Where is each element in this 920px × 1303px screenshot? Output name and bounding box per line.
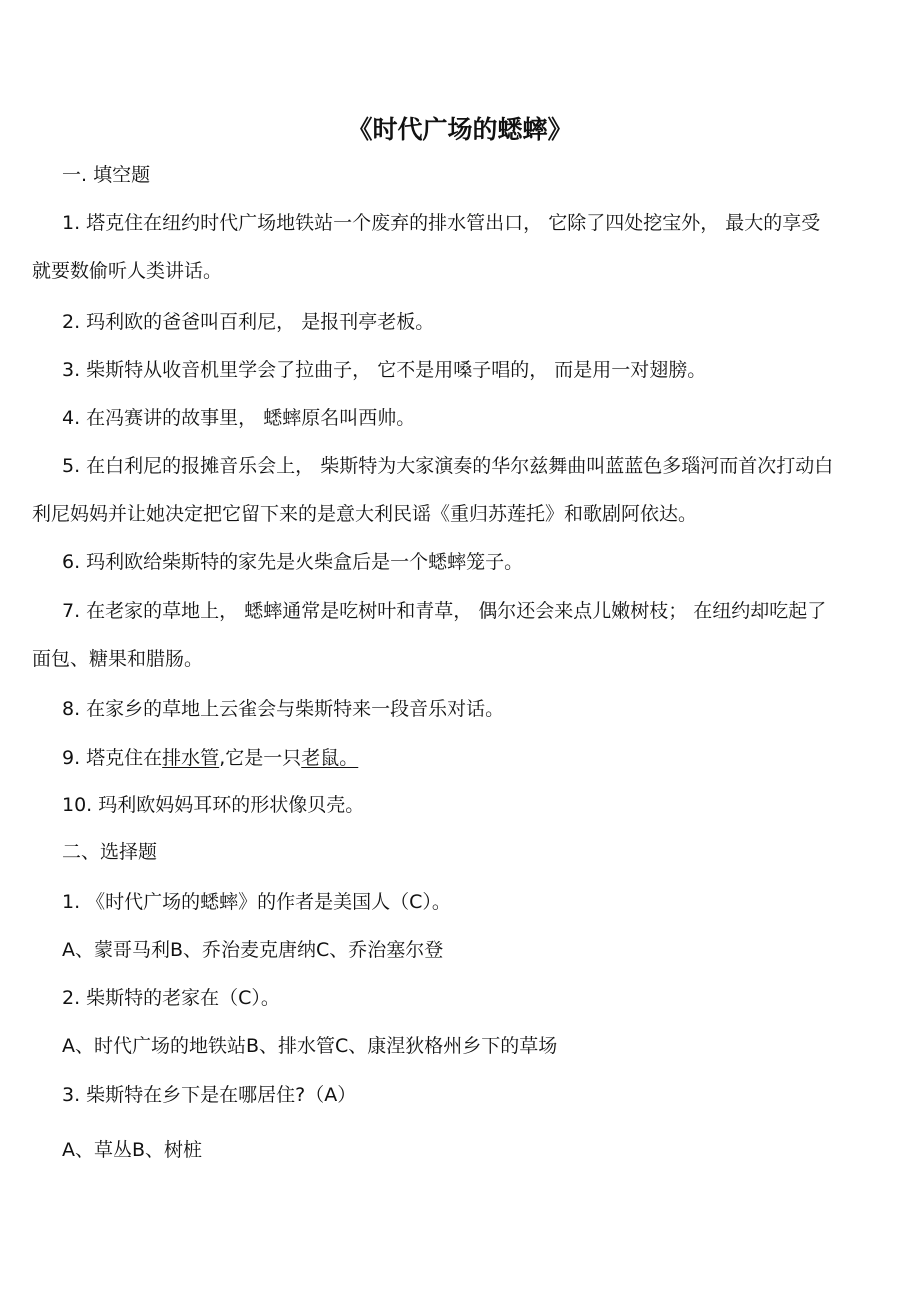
question-6: 6. 玛利欧给柴斯特的家先是火柴盒后是一个蟋蟀笼子。	[62, 551, 524, 573]
question-9-answer-2: 老鼠。	[301, 747, 359, 769]
section-heading-choice: 二、选择题	[62, 841, 158, 863]
question-5-line-1: 5. 在白利尼的报摊音乐会上， 柴斯特为大家演奏的华尔兹舞曲叫蓝蓝色多瑙河而首次打动白	[62, 455, 834, 477]
choice-2-question: 2. 柴斯特的老家在（C）。	[62, 987, 280, 1009]
choice-3-options: A、草丛B、树桩	[62, 1139, 203, 1161]
question-5-line-2: 利尼妈妈并让她决定把它留下来的是意大利民谣《重归苏莲托》和歌剧阿依达。	[32, 503, 698, 525]
question-4: 4. 在冯赛讲的故事里， 蟋蟀原名叫西帅。	[62, 407, 416, 429]
question-9-answer-1: 排水管	[162, 747, 220, 769]
question-7-line-1: 7. 在老家的草地上， 蟋蟀通常是吃树叶和青草， 偶尔还会来点儿嫩树枝； 在纽约却吃起了	[62, 600, 827, 622]
choice-1-question: 1. 《时代广场的蟋蟀》的作者是美国人（C）。	[62, 891, 451, 913]
question-8: 8. 在家乡的草地上云雀会与柴斯特来一段音乐对话。	[62, 698, 505, 720]
question-9	[62, 744, 358, 772]
question-10: 10. 玛利欧妈妈耳环的形状像贝壳。	[62, 794, 365, 816]
question-1-line-2: 就要数偷听人类讲话。	[32, 260, 223, 282]
question-7-line-2: 面包、糖果和腊肠。	[32, 648, 204, 670]
question-9-prefix: 9. 塔克住在	[62, 747, 163, 769]
choice-1-options: A、蒙哥马利B、乔治麦克唐纳C、乔治塞尔登	[62, 939, 444, 961]
question-1-line-1: 1. 塔克住在纽约时代广场地铁站一个废弃的排水管出口， 它除了四处挖宝外， 最大的享受	[62, 212, 821, 234]
question-9-middle: ,它是一只	[219, 747, 302, 769]
document-title: 《时代广场的蟋蟀》	[347, 115, 573, 144]
question-3: 3. 柴斯特从收音机里学会了拉曲子， 它不是用嗓子唱的， 而是用一对翅膀。	[62, 359, 707, 381]
choice-2-options: A、时代广场的地铁站B、排水管C、康涅狄格州乡下的草场	[62, 1035, 558, 1057]
question-2: 2. 玛利欧的爸爸叫百利尼， 是报刊亭老板。	[62, 311, 435, 333]
choice-3-question: 3. 柴斯特在乡下是在哪居住?（A）	[62, 1084, 357, 1106]
section-heading-fill-in: 一. 填空题	[62, 164, 151, 186]
